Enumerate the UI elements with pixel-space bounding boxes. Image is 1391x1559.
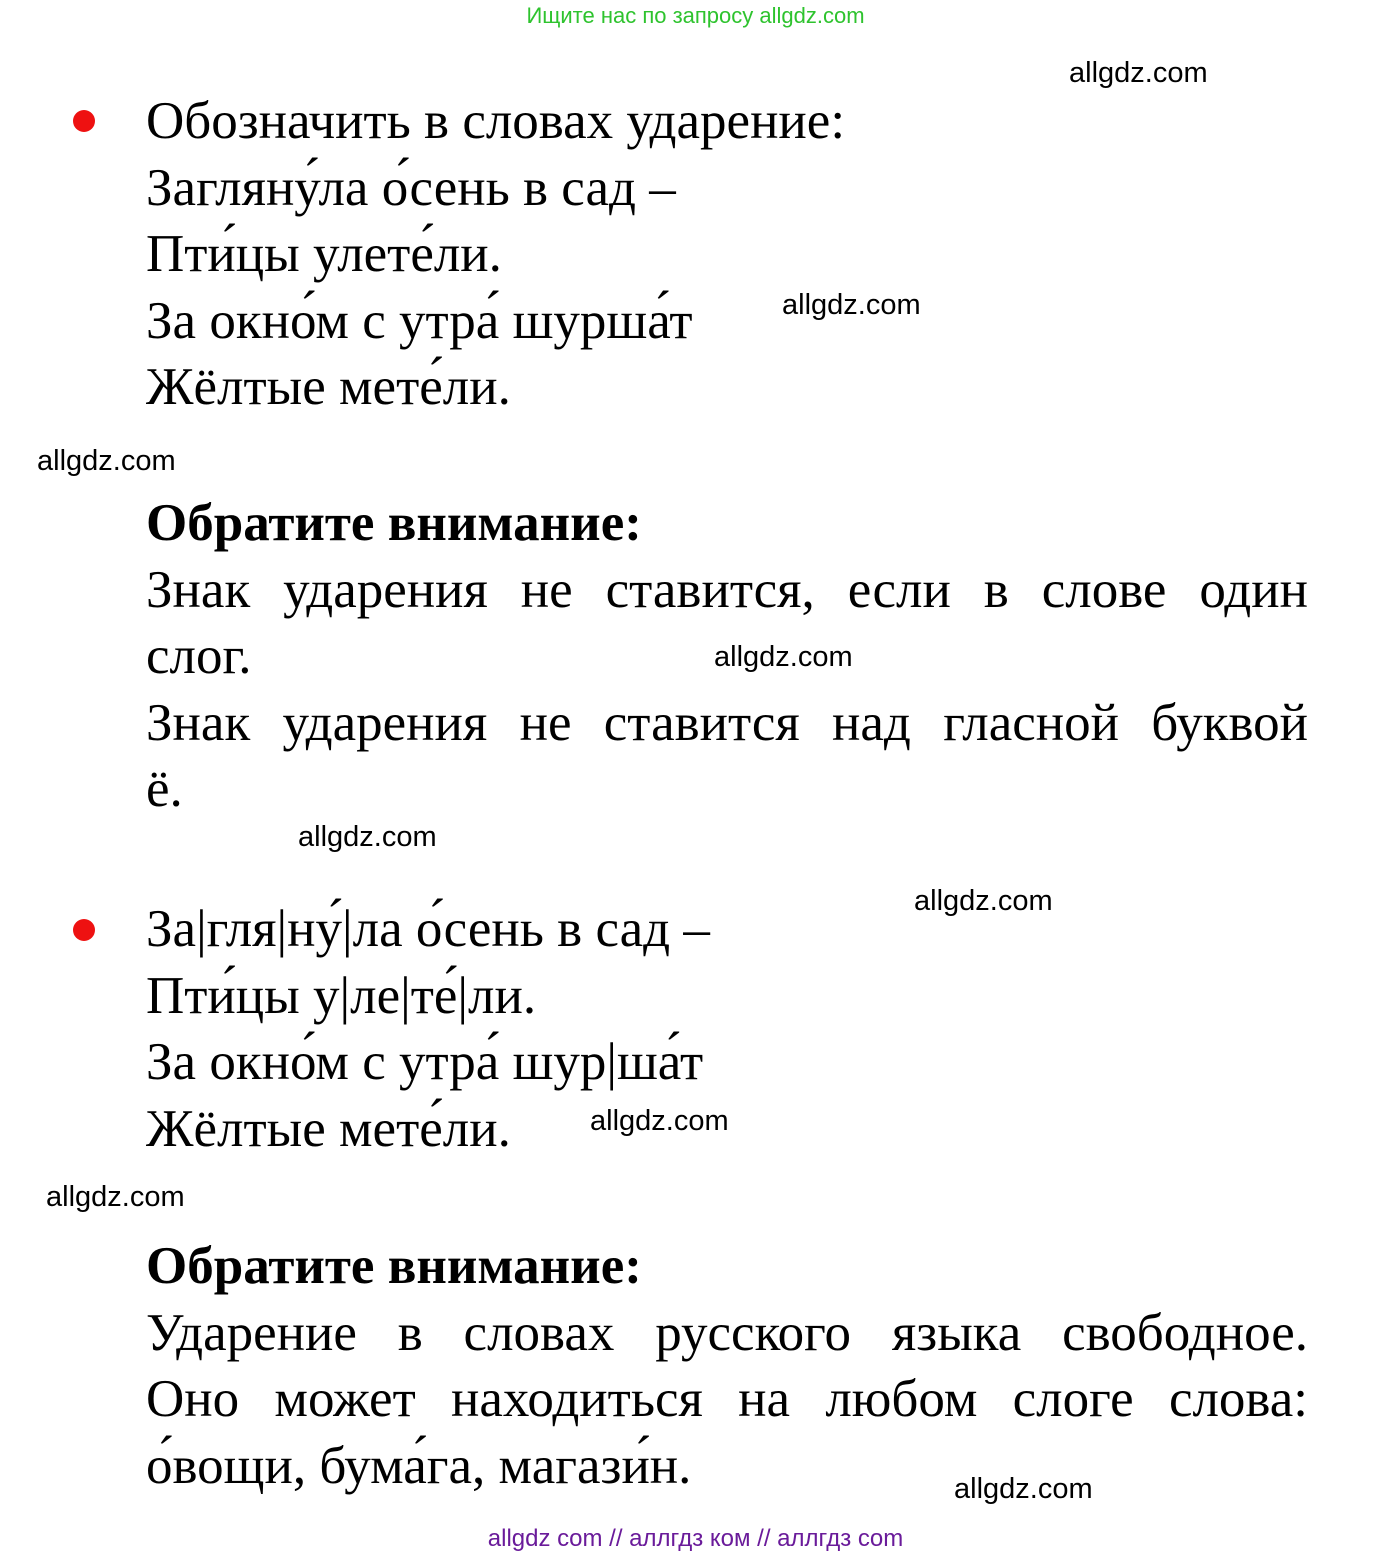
- note-rule-text: Ударение в словах русского языка свободное.: [146, 1303, 1308, 1362]
- watermark: allgdz.com: [782, 289, 921, 321]
- note-rule-text: Оно может находиться на любом слоге слова:: [146, 1370, 1308, 1428]
- note-free-stress: [146, 1233, 1308, 1499]
- note-rule-text: Знак ударения не ставится, если в слове один: [146, 560, 1308, 619]
- poem-line: Пти́цы у|ле|те́|ли.: [146, 966, 537, 1025]
- watermark: allgdz.com: [46, 1181, 185, 1213]
- note-heading: Обратите внимание:: [146, 494, 642, 552]
- watermark: allgdz.com: [298, 821, 437, 853]
- note-examples: о́вощи, бума́га, магази́н.: [146, 1436, 692, 1495]
- poem-line: Загляну́ла о́сень в сад –: [146, 158, 676, 217]
- note-heading: Обратите внимание:: [146, 1237, 642, 1295]
- task-stress-marks: [146, 88, 1308, 421]
- watermark: allgdz.com: [37, 445, 176, 477]
- watermark: allgdz.com: [954, 1473, 1093, 1505]
- poem-line: Жёлтые мете́ли.: [146, 358, 511, 416]
- poem-line: За окно́м с утра́ шурша́т: [146, 291, 693, 350]
- footer-links: allgdz com // аллгдз ком // аллгдз com: [487, 1525, 904, 1552]
- bullet-dot: [73, 110, 95, 132]
- task-syllable-division: [146, 896, 1308, 1162]
- watermark: allgdz.com: [590, 1105, 729, 1137]
- note-rule-text: слог.: [146, 627, 252, 685]
- poem-line: За окно́м с утра́ шур|ша́т: [146, 1033, 704, 1091]
- note-rule-text: Знак ударения не ставится над гласной буквой: [146, 693, 1308, 752]
- poem-line: Жёлтые мете́ли.: [146, 1099, 511, 1158]
- poem-line: За|гля|ну́|ла о́сень в сад –: [146, 900, 710, 958]
- watermark: allgdz.com: [1069, 57, 1208, 89]
- watermark: allgdz.com: [714, 641, 853, 673]
- bullet-dot: [73, 919, 95, 941]
- watermark: allgdz.com: [914, 885, 1053, 917]
- poem-line: Пти́цы улете́ли.: [146, 225, 502, 283]
- task-instruction: Обозначить в словах ударение:: [146, 92, 846, 150]
- note-rule-text: ё.: [146, 760, 183, 818]
- note-single-syllable: [146, 490, 1308, 823]
- search-hint-banner: Ищите нас по запросу allgdz.com: [526, 3, 865, 28]
